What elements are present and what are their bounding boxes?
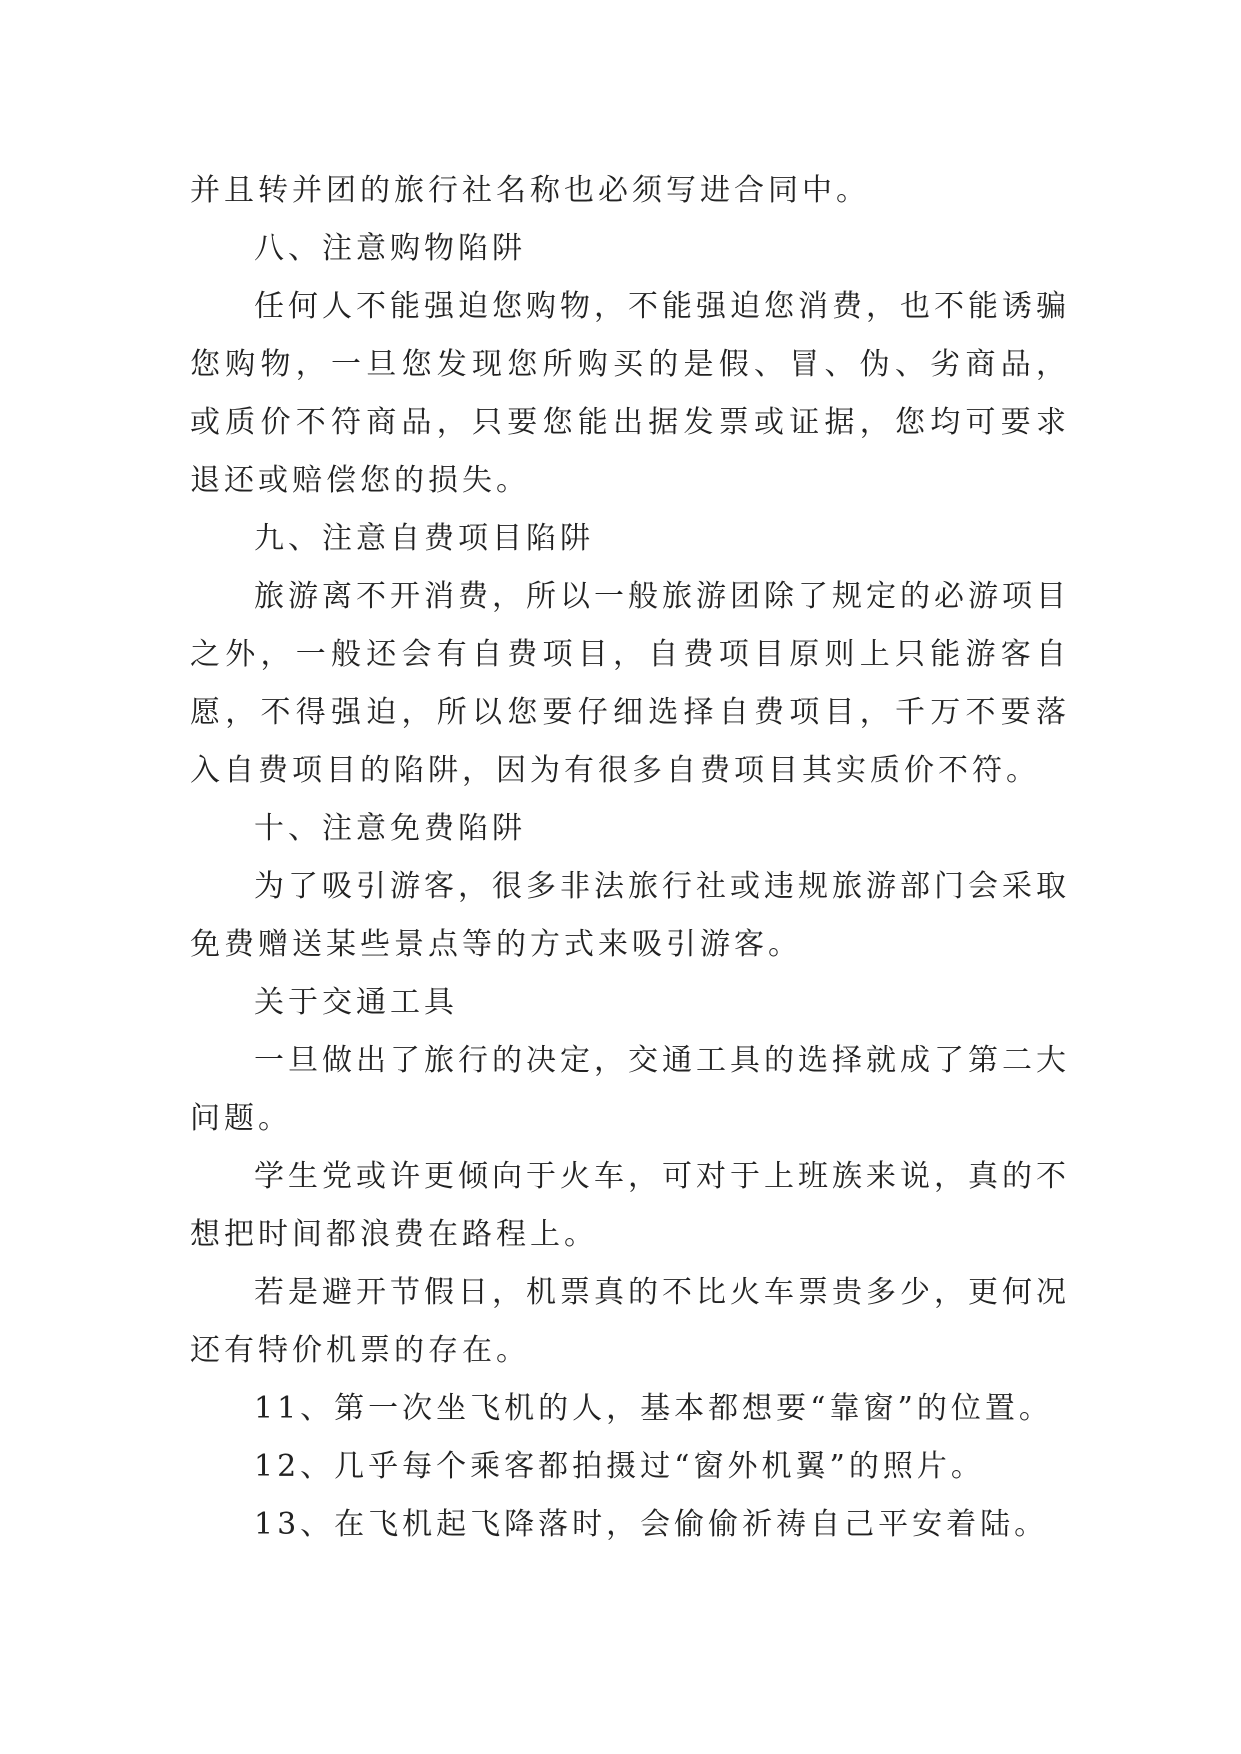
list-item-13: 13、在飞机起飞降落时，会偷偷祈祷自己平安着陆。: [254, 1507, 1049, 1542]
paragraph-ticket-price: 若是避开节假日，机票真的不比火车票贵多少，更何况还有特价机票的存在。: [190, 1275, 1070, 1368]
list-item-12: 12、几乎每个乘客都拍摄过“窗外机翼”的照片。: [254, 1449, 985, 1484]
paragraph-contract-note: 并且转并团的旅行社名称也必须写进合同中。: [190, 173, 870, 208]
paragraph-free-trap: 为了吸引游客，很多非法旅行社或违规旅游部门会采取免费赠送某些景点等的方式来吸引游客。: [190, 869, 1070, 962]
paragraph-self-pay-trap: 旅游离不开消费，所以一般旅游团除了规定的必游项目之外，一般还会有自费项目，自费项目原则上只能游客自愿，不得强迫，所以您要仔细选择自费项目，千万不要落入自费项目的陷阱，因为有很多自费项目其实质价不符。: [190, 579, 1070, 788]
heading-shopping-trap: 八、注意购物陷阱: [254, 231, 526, 266]
heading-free-trap: 十、注意免费陷阱: [254, 811, 526, 846]
paragraph-shopping-trap: 任何人不能强迫您购物，不能强迫您消费，也不能诱骗您购物，一旦您发现您所购买的是假、冒、伪、劣商品，或质价不符商品，只要您能出据发票或证据，您均可要求退还或赔偿您的损失。: [190, 289, 1070, 498]
paragraph-train-vs-work: 学生党或许更倾向于火车，可对于上班族来说，真的不想把时间都浪费在路程上。: [190, 1159, 1070, 1252]
paragraph-transport-choice: 一旦做出了旅行的决定，交通工具的选择就成了第二大问题。: [190, 1043, 1070, 1136]
heading-transportation: 关于交通工具: [254, 985, 458, 1020]
document-body: [190, 162, 1070, 1554]
heading-self-pay-trap: 九、注意自费项目陷阱: [254, 521, 594, 556]
list-item-11: 11、第一次坐飞机的人，基本都想要“靠窗”的位置。: [254, 1391, 1053, 1426]
